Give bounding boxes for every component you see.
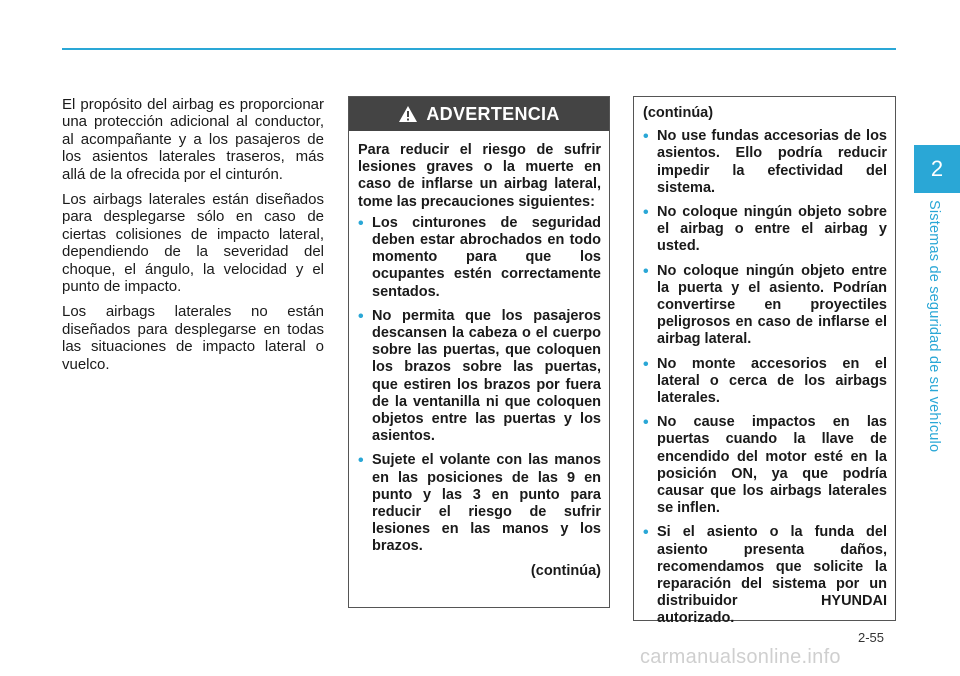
warning-box: [348, 96, 610, 608]
list-item-text: Sujete el volante con las manos en las posiciones de las 9 en punto y las 3 en punto para reducir el riesgo de sufrir lesiones en las manos y los brazos.: [372, 452, 601, 555]
bullet-icon: •: [643, 524, 649, 542]
body-paragraph: Los airbags laterales no están diseñados para desplegarse en todas las situaciones de impacto lateral o vuelco.: [62, 303, 324, 373]
list-item-text: No coloque ningún objeto sobre el airbag o entre el airbag y usted.: [657, 204, 887, 255]
chapter-tab: [914, 145, 960, 193]
list-item-text: Si el asiento o la funda del asiento presenta daños, recomendamos que solicite la reparación del sistema por un distribuidor HYUNDAI autorizado.: [657, 524, 887, 627]
list-item-text: No cause impactos en las puertas cuando la llave de encendido del motor esté en la posición ON, ya que podría causar que los airbags laterales se inflen.: [657, 414, 887, 517]
bullet-icon: •: [643, 128, 649, 146]
list-item-text: Los cinturones de seguridad deben estar abrochados en todo momento para que los ocupantes estén correctamente sentados.: [372, 214, 601, 300]
section-title: Sistemas de seguridad de su vehículo: [926, 200, 942, 453]
list-item: [643, 414, 887, 517]
list-item: [643, 356, 887, 408]
list-item-text: No coloque ningún objeto entre la puerta y el asiento. Podrían convertirse en proyectiles peligrosos en caso de inflarse el airbag lateral.: [657, 262, 887, 348]
list-item: [358, 215, 601, 301]
list-item-text: No monte accesorios en el lateral o cerca de los airbags laterales.: [657, 355, 887, 407]
bullet-icon: •: [643, 414, 649, 432]
watermark: carmanualsonline.info: [640, 646, 841, 668]
list-item: [643, 204, 887, 256]
continued-list: [643, 128, 887, 627]
list-item-text: No permita que los pasajeros descansen la cabeza o el cuerpo sobre las puertas, que coloquen los brazos sobre las puertas, que estiren los brazos por fuera de la ventanilla ni que coloquen objetos entre las puertas y los asientos.: [372, 307, 601, 445]
page-number: 2-55: [858, 630, 885, 645]
list-item: [643, 128, 887, 197]
body-paragraph: Los airbags laterales están diseñados para desplegarse sólo en caso de ciertas colisiones de impacto lateral, dependiendo de la severidad del choque, el ángulo, la velocidad y el punto de impacto.: [62, 191, 324, 296]
body-paragraph: El propósito del airbag es proporcionar una protección adicional al conductor, al acompañante y a los pasajeros de los asientos laterales traseros, más allá de la ofrecida por el cinturón.: [62, 96, 324, 183]
left-column: [62, 96, 324, 381]
bullet-icon: •: [643, 355, 649, 373]
section-title-vertical: [922, 200, 946, 460]
warning-body: [349, 131, 609, 580]
warning-title: ADVERTENCIA: [426, 103, 560, 124]
bullet-icon: •: [358, 452, 364, 470]
list-item: [358, 308, 601, 446]
list-item: [643, 524, 887, 627]
warning-header: [349, 97, 609, 131]
bullet-icon: •: [643, 204, 649, 222]
header-rule: [62, 48, 896, 50]
continued-warning-box: [633, 96, 896, 627]
warning-intro: Para reducir el riesgo de sufrir lesiones graves o la muerte en caso de inflarse un airbag lateral, tome las precauciones siguientes:: [358, 142, 601, 210]
chapter-number: 2: [930, 156, 944, 181]
warning-triangle-icon: [398, 105, 418, 123]
continues-label: (continúa): [530, 562, 601, 579]
list-item: [643, 263, 887, 349]
bullet-icon: •: [358, 214, 364, 232]
list-item: [358, 452, 601, 555]
list-item-text: No use fundas accesorias de los asientos. Ello podría reducir impedir la efectividad del sistema.: [657, 128, 887, 196]
bullet-icon: •: [643, 262, 649, 280]
bullet-icon: •: [358, 307, 364, 325]
warning-list: [358, 215, 601, 556]
continued-title: (continúa): [643, 105, 714, 121]
